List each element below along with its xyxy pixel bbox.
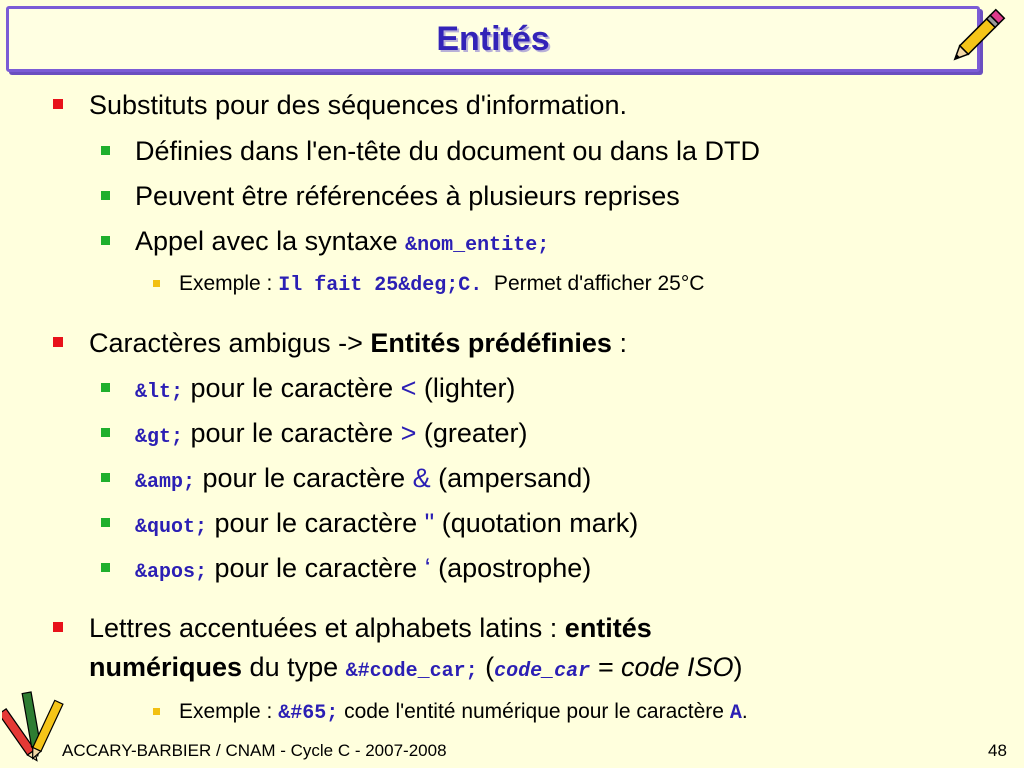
text-italic: code ISO xyxy=(620,652,734,682)
bullet-square-icon xyxy=(153,280,160,287)
text-fragment: Appel avec la syntaxe xyxy=(135,226,406,256)
subbullet-entity-amp xyxy=(103,463,592,494)
text-fragment: (lighter) xyxy=(416,373,516,403)
bullet-text xyxy=(135,226,549,256)
bullet-text: Substituts pour des séquences d'information. xyxy=(89,90,627,120)
code-example: Il fait 25&deg;C. xyxy=(278,274,483,297)
text-fragment: (quotation mark) xyxy=(434,508,639,538)
bullet-text xyxy=(135,463,591,493)
text-fragment: (ampersand) xyxy=(430,463,592,493)
entity-code: &amp; xyxy=(135,471,196,494)
bullet-square-icon xyxy=(101,236,110,245)
text-fragment: Exemple : xyxy=(179,272,279,295)
bullet-text xyxy=(89,328,627,358)
slide-title: Entités xyxy=(436,19,550,58)
entity-char: " xyxy=(424,508,435,538)
code-syntax: &#code_car; xyxy=(345,660,478,683)
bullet-text xyxy=(135,508,638,538)
bullet-text: Définies dans l'en-tête du document ou dans la DTD xyxy=(135,136,761,166)
entity-code: &quot; xyxy=(135,516,208,539)
text-fragment: (greater) xyxy=(416,418,528,448)
text-fragment: pour le caractère xyxy=(207,508,425,538)
bullet-substituts xyxy=(55,90,627,121)
code-syntax: &nom_entite; xyxy=(405,234,550,257)
bullet-square-icon xyxy=(101,428,110,437)
subbullet-definies xyxy=(103,136,761,167)
subbullet-appel xyxy=(103,226,550,257)
bullet-caracteres xyxy=(55,328,627,359)
subbullet-entity-gt xyxy=(103,418,528,449)
bullet-square-icon xyxy=(153,708,160,715)
bullet-square-icon xyxy=(101,473,110,482)
entity-code: &gt; xyxy=(135,426,184,449)
subbullet-entity-lt xyxy=(103,373,516,404)
bullet-square-icon xyxy=(53,622,63,632)
text-fragment: ( xyxy=(477,652,495,682)
bullet-square-icon xyxy=(101,191,110,200)
text-fragment: Permet d'afficher 25°C xyxy=(482,272,705,295)
text-fragment: . xyxy=(741,700,748,723)
bullet-lettres-line2 xyxy=(55,652,743,683)
entity-char: > xyxy=(400,418,417,448)
text-fragment: du type xyxy=(242,652,346,682)
text-bold: entités xyxy=(564,613,652,643)
bullet-text: Peuvent être référencées à plusieurs reprises xyxy=(135,181,680,211)
bullet-text xyxy=(179,272,704,295)
bullet-square-icon xyxy=(101,518,110,527)
subbullet-entity-quot xyxy=(103,508,639,539)
text-bold: numériques xyxy=(89,652,243,682)
text-bold: Entités prédéfinies xyxy=(370,328,612,358)
subsubbullet-exemple xyxy=(155,272,705,297)
entity-code: &apos; xyxy=(135,561,208,584)
entity-char: ‘ xyxy=(424,553,431,583)
subbullet-peuvent xyxy=(103,181,680,212)
entity-char: & xyxy=(412,463,431,493)
subbullet-entity-apos xyxy=(103,553,592,584)
bullet-square-icon xyxy=(53,337,63,347)
bullet-text xyxy=(89,613,652,643)
code-syntax: code_car xyxy=(494,660,591,683)
bullet-square-icon xyxy=(101,563,110,572)
text-fragment: Exemple : xyxy=(179,700,279,723)
text-fragment: code l'entité numérique pour le caractère xyxy=(338,700,730,723)
text-fragment: = xyxy=(590,652,621,682)
entity-char: < xyxy=(400,373,417,403)
text-fragment: pour le caractère xyxy=(195,463,413,493)
page-number: 48 xyxy=(988,741,1007,760)
bullet-square-icon xyxy=(101,383,110,392)
text-fragment: pour le caractère xyxy=(183,418,401,448)
text-fragment: (apostrophe) xyxy=(430,553,592,583)
text-fragment: pour le caractère xyxy=(207,553,425,583)
entity-char: A xyxy=(729,702,742,725)
bullet-square-icon xyxy=(101,146,110,155)
text-fragment: Caractères ambigus -> xyxy=(89,328,371,358)
text-fragment: ) xyxy=(733,652,743,682)
entity-code: &lt; xyxy=(135,381,184,404)
code-example: &#65; xyxy=(278,702,339,725)
text-fragment: : xyxy=(611,328,627,358)
text-fragment: pour le caractère xyxy=(183,373,401,403)
bullet-text xyxy=(135,418,527,448)
bullet-square-icon xyxy=(53,99,63,109)
bullet-text xyxy=(89,652,743,682)
bullet-lettres xyxy=(55,613,652,644)
bullet-text xyxy=(179,700,748,723)
subsubbullet-exemple-65 xyxy=(155,700,748,725)
bullet-text xyxy=(135,373,515,403)
bullet-text xyxy=(135,553,591,583)
footer-text: ACCARY-BARBIER / CNAM - Cycle C - 2007-2008 xyxy=(62,741,447,760)
text-fragment: Lettres accentuées et alphabets latins : xyxy=(89,613,565,643)
